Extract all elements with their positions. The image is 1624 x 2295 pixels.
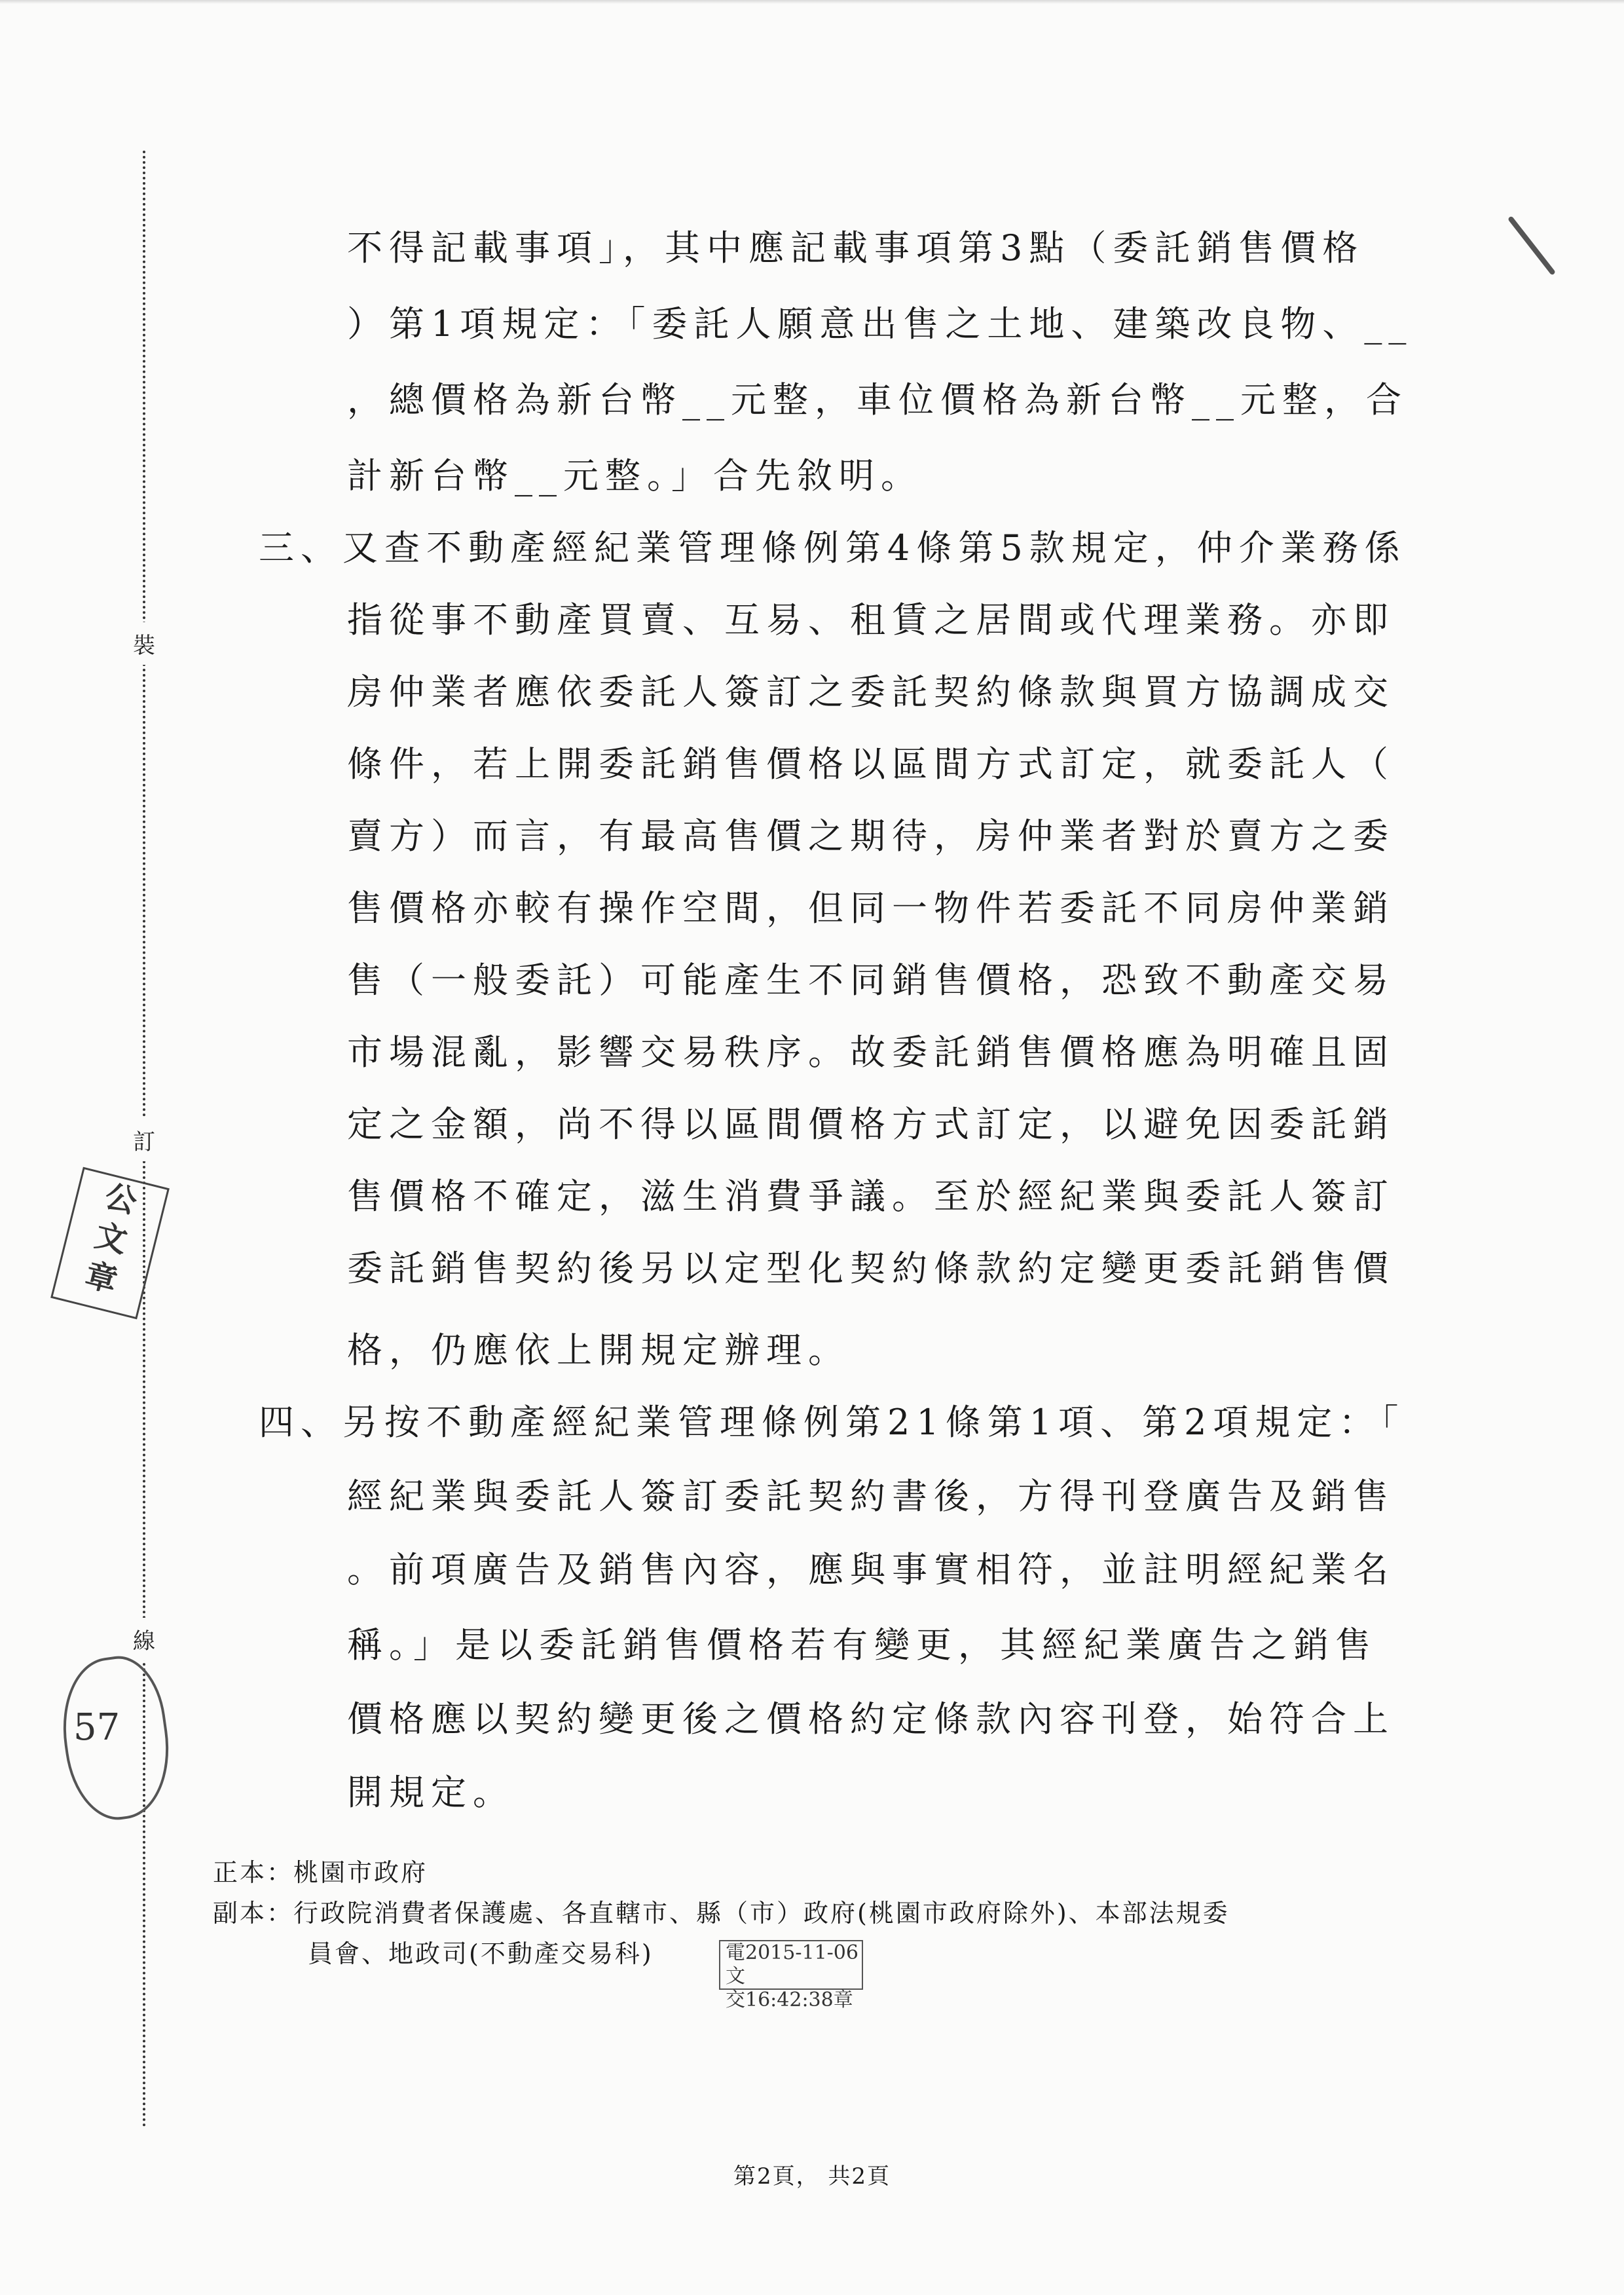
text-line: 委託銷售契約後另以定型化契約條款約定變更委託銷售價 bbox=[347, 1248, 1395, 1289]
text-line: 市場混亂，影響交易秩序。故委託銷售價格應為明確且固 bbox=[347, 1032, 1395, 1073]
recipient-copy-line2: 員會、地政司(不動產交易科) bbox=[308, 1939, 654, 1968]
text-line: 不得記載事項」，其中應記載事項第3點（委託銷售價格 bbox=[347, 227, 1365, 269]
text-line: 格，仍應依上開規定辦理。 bbox=[347, 1330, 850, 1371]
text-line: 三、又查不動產經紀業管理條例第4條第5款規定，仲介業務係 bbox=[259, 527, 1407, 569]
text-line: 稱。」是以委託銷售價格若有變更，其經紀業廣告之銷售 bbox=[347, 1624, 1377, 1666]
electronic-stamp: 電2015-11-06文 交16:42:38章 bbox=[719, 1940, 863, 1990]
binding-char-ding: 訂 bbox=[130, 1119, 158, 1161]
text-line: 賣方）而言，有最高售價之期待，房仲業者對於賣方之委 bbox=[347, 815, 1395, 857]
text-line: 價格應以契約變更後之價格約定條款內容刊登，始符合上 bbox=[347, 1698, 1395, 1740]
seal-number: 57 bbox=[73, 1706, 120, 1749]
page-top-edge bbox=[0, 0, 1624, 4]
text-line: 經紀業與委託人簽訂委託契約書後，方得刊登廣告及銷售 bbox=[347, 1476, 1395, 1517]
text-line: 售（一般委託）可能產生不同銷售價格，恐致不動產交易 bbox=[347, 960, 1395, 1001]
text-line: 條件，若上開委託銷售價格以區間方式訂定，就委託人（ bbox=[347, 743, 1395, 785]
recipient-main: 正本：桃園市政府 bbox=[213, 1858, 428, 1887]
text-line: 房仲業者應依委託人簽訂之委託契約條款與買方協調成交 bbox=[347, 671, 1395, 713]
text-line: 四、另按不動產經紀業管理條例第21條第1項、第2項規定：「 bbox=[259, 1402, 1405, 1443]
text-line: 開規定。 bbox=[347, 1772, 515, 1813]
page-number: 第2頁， 共2頁 bbox=[733, 2163, 891, 2190]
text-line: 指從事不動產買賣、互易、租賃之居間或代理業務。亦即 bbox=[347, 599, 1395, 641]
text-line: 定之金額，尚不得以區間價格方式訂定，以避免因委託銷 bbox=[347, 1104, 1395, 1145]
text-line: ）第1項規定：「委託人願意出售之土地、建築改良物、__ bbox=[347, 303, 1413, 345]
recipient-copy-line1: 副本：行政院消費者保護處、各直轄市、縣（市）政府(桃園市政府除外)、本部法規委 bbox=[213, 1899, 1230, 1928]
text-line: ，總價格為新台幣__元整，車位價格為新台幣__元整，合 bbox=[347, 379, 1408, 420]
binding-char-zhuang: 裝 bbox=[130, 622, 158, 665]
scan-artifact bbox=[1507, 215, 1556, 276]
text-line: 售價格不確定，滋生消費爭議。至於經紀業與委託人簽訂 bbox=[347, 1176, 1395, 1217]
text-line: 計新台幣__元整。」合先敘明。 bbox=[347, 455, 923, 496]
text-line: 。前項廣告及銷售內容，應與事實相符，並註明經紀業名 bbox=[347, 1549, 1395, 1590]
official-stamp: 公 文 章 bbox=[50, 1167, 170, 1320]
binding-char-xian: 線 bbox=[130, 1618, 158, 1660]
text-line: 售價格亦較有操作空間，但同一物件若委託不同房仲業銷 bbox=[347, 887, 1395, 929]
